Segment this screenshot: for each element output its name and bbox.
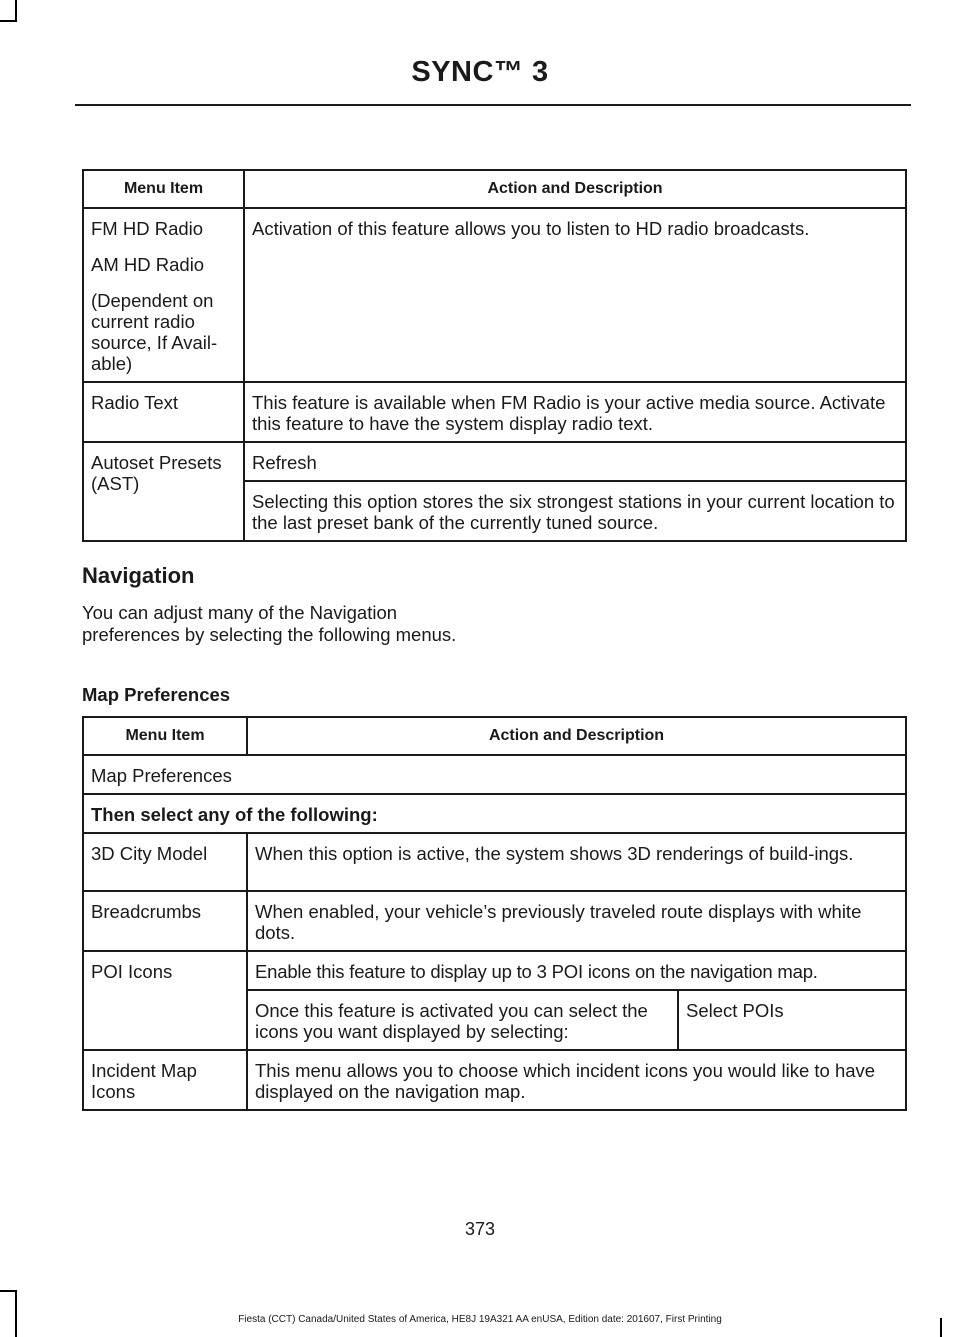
table-row — [83, 833, 906, 891]
menu-item-cell: POI Icons — [83, 951, 247, 1050]
crop-mark-top-left — [15, 0, 17, 22]
column-header-action: Action and Description — [244, 170, 906, 208]
column-header-menu-item: Menu Item — [83, 170, 244, 208]
description-cell: When enabled, your vehicle’s previously traveled route displays with white dots. — [247, 891, 906, 951]
table-row — [83, 1050, 906, 1110]
table-row — [83, 208, 906, 382]
navigation-intro: You can adjust many of the Navigation preferences by selecting the following menus. — [82, 602, 457, 645]
menu-item-cell: 3D City Model — [83, 833, 247, 891]
footer-edition-info: Fiesta (CCT) Canada/United States of America, HE8J 19A321 AA enUSA, Edition date: 201607, First Printing — [238, 1314, 722, 1325]
table-row — [83, 794, 906, 833]
full-width-cell-bold: Then select any of the following: — [83, 794, 906, 833]
table-header-row — [83, 170, 906, 208]
description-cell: Enable this feature to display up to 3 POI icons on the navigation map. — [247, 951, 906, 990]
menu-item-cell — [83, 208, 244, 382]
header-rule — [75, 104, 911, 106]
table-row — [83, 891, 906, 951]
section-heading-navigation: Navigation — [82, 563, 195, 588]
table-header-row — [83, 717, 906, 755]
description-cell: Selecting this option stores the six strongest stations in your current location to the last preset bank of the currently tuned source. — [244, 481, 906, 541]
full-width-cell: Map Preferences — [83, 755, 906, 794]
menu-item-cell: Autoset Presets (AST) — [83, 442, 244, 541]
menu-item-fm-hd: FM HD Radio — [91, 218, 204, 239]
menu-item-cell: Incident Map Icons — [83, 1050, 247, 1110]
column-header-action: Action and Description — [247, 717, 906, 755]
page-number: 373 — [464, 1219, 496, 1239]
table-row — [83, 755, 906, 794]
crop-mark-top-left-h — [0, 20, 17, 22]
description-cell: When this option is active, the system shows 3D renderings of build-ings. — [247, 833, 906, 891]
table-row — [83, 951, 906, 990]
description-cell: This menu allows you to choose which incident icons you would like to have displayed on the navigation map. — [247, 1050, 906, 1110]
description-cell: Activation of this feature allows you to listen to HD radio broadcasts. — [244, 208, 906, 382]
menu-item-am-hd: AM HD Radio — [91, 254, 205, 275]
map-preferences-table — [82, 716, 907, 1111]
menu-item-note: (Dependent on current radio source, If Avail-able) — [91, 290, 218, 374]
page-header-title: SYNC™ 3 — [411, 56, 549, 88]
action-cell: Refresh — [244, 442, 906, 481]
menu-item-cell: Radio Text — [83, 382, 244, 442]
radio-settings-table — [82, 169, 907, 542]
column-header-menu-item: Menu Item — [83, 717, 247, 755]
table-row — [83, 382, 906, 442]
sub-description-cell: Once this feature is activated you can select the icons you want displayed by selecting: — [247, 990, 678, 1050]
crop-mark-bottom-left-h — [0, 1290, 17, 1292]
menu-item-cell: Breadcrumbs — [83, 891, 247, 951]
subheading-map-preferences: Map Preferences — [82, 684, 231, 705]
description-cell: This feature is available when FM Radio is your active media source. Activate this feature to have the system display radio text. — [244, 382, 906, 442]
table-row — [83, 442, 906, 481]
sub-action-cell: Select POIs — [678, 990, 906, 1050]
